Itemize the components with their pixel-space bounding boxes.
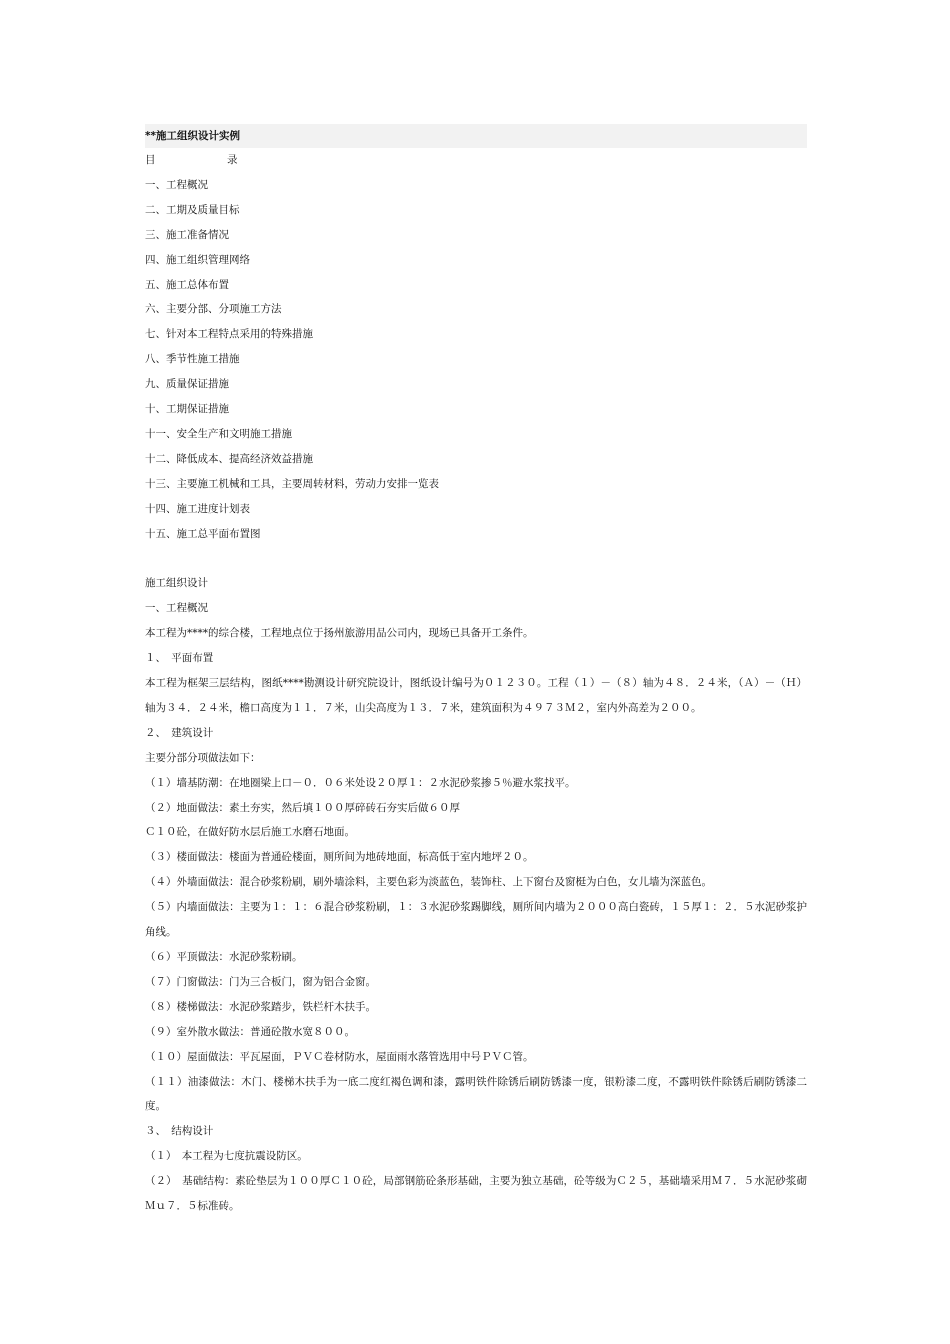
toc-item: 七、针对本工程特点采用的特殊措施	[145, 328, 313, 341]
paragraph: （７）门窗做法：门为三合板门，窗为铝合金窗。	[145, 975, 376, 988]
document-page	[145, 124, 807, 1219]
paragraph: （８）楼梯做法：水泥砂浆踏步，铁栏杆木扶手。	[145, 1000, 376, 1013]
toc-item: 六、主要分部、分项施工方法	[145, 303, 282, 316]
paragraph: （１０）屋面做法：平瓦屋面，ＰＶＣ卷材防水，屋面雨水落管选用中号ＰＶＣ管。	[145, 1050, 534, 1063]
toc-item: 一、工程概况	[145, 178, 208, 191]
toc-item: 十三、主要施工机械和工具，主要周转材料，劳动力安排一览表	[145, 477, 439, 490]
paragraph: （９）室外散水做法：普通砼散水宽８００。	[145, 1025, 355, 1038]
toc-item: 八、季节性施工措施	[145, 353, 240, 366]
toc-item: 三、施工准备情况	[145, 228, 229, 241]
toc-item: 十四、施工进度计划表	[145, 502, 250, 515]
section-heading: 一、工程概况	[145, 602, 208, 615]
subsection-heading: ３、 结构设计	[145, 1125, 214, 1138]
toc-item: 九、质量保证措施	[145, 378, 229, 391]
paragraph: （１１）油漆做法：木门、楼梯木扶手为一底二度红褐色调和漆，露明铁件除锈后刷防锈漆一度，银粉漆二度，不露明铁件除锈后刷防锈漆二度。	[145, 1075, 807, 1113]
document-title: **施工组织设计实例	[145, 124, 807, 148]
paragraph: （１）墙基防潮：在地圈梁上口－０．０６米处设２０厚１：２水泥砂浆掺５％避水浆找平。	[145, 776, 576, 789]
paragraph: （１） 本工程为七度抗震设防区。	[145, 1150, 308, 1163]
paragraph: （２） 基础结构：素砼垫层为１００厚Ｃ１０砼，局部钢筋砼条形基础，主要为独立基础，砼等级为Ｃ２５，基础墙采用Ｍ７．５水泥砂浆砌Ｍｕ７．５标准砖。	[145, 1175, 807, 1213]
toc-item: 二、工期及质量目标	[145, 203, 240, 216]
toc-heading-char-2: 录	[227, 154, 238, 166]
paragraph: （４）外墙面做法：混合砂浆粉刷，刷外墙涂料，主要色彩为淡蓝色，装饰柱、上下窗台及窗梃为白色，女儿墙为深蓝色。	[145, 876, 712, 889]
paragraph: 主要分部分项做法如下：	[145, 751, 261, 764]
paragraph: （２）地面做法：素土夯实，然后填１００厚碎砖石夯实后做６０厚	[145, 801, 460, 814]
spacer	[145, 547, 807, 572]
subsection-heading: ２、 建筑设计	[145, 726, 214, 739]
paragraph: （３）楼面做法：楼面为普通砼楼面，厕所间为地砖地面，标高低于室内地坪２０。	[145, 851, 534, 864]
toc-item: 四、施工组织管理网络	[145, 253, 250, 266]
subsection-heading: １、 平面布置	[145, 652, 214, 665]
paragraph: 本工程为框架三层结构，图纸****勘测设计研究院设计，图纸设计编号为０１２３０。工程（１）－（８）轴为４８．２４米，（Ａ）－（Ｈ）轴为３４．２４米，檐口高度为１１．７米，山尖高度为１３．７米，建筑面积为４９７３Ｍ２，室内外高差为２００。	[145, 677, 807, 714]
paragraph: Ｃ１０砼，在做好防水层后施工水磨石地面。	[145, 826, 355, 839]
toc-item: 五、施工总体布置	[145, 278, 229, 291]
toc-item: 十二、降低成本、提高经济效益措施	[145, 452, 313, 465]
section-heading: 施工组织设计	[145, 577, 208, 590]
paragraph: 本工程为****的综合楼，工程地点位于扬州旅游用品公司内，现场已具备开工条件。	[145, 627, 534, 640]
toc-item: 十五、施工总平面布置图	[145, 527, 261, 540]
toc-heading-char-1: 目	[145, 154, 156, 166]
paragraph: （６）平顶做法：水泥砂浆粉刷。	[145, 950, 303, 963]
toc-item: 十一、安全生产和文明施工措施	[145, 427, 292, 440]
toc-heading	[145, 148, 807, 173]
toc-item: 十、工期保证措施	[145, 403, 229, 416]
paragraph: （５）内墙面做法：主要为１：１：６混合砂浆粉刷，１：３水泥砂浆踢脚线，厕所间内墙为２０００高白瓷砖，１５厚１：２．５水泥砂浆护角线。	[145, 901, 807, 939]
